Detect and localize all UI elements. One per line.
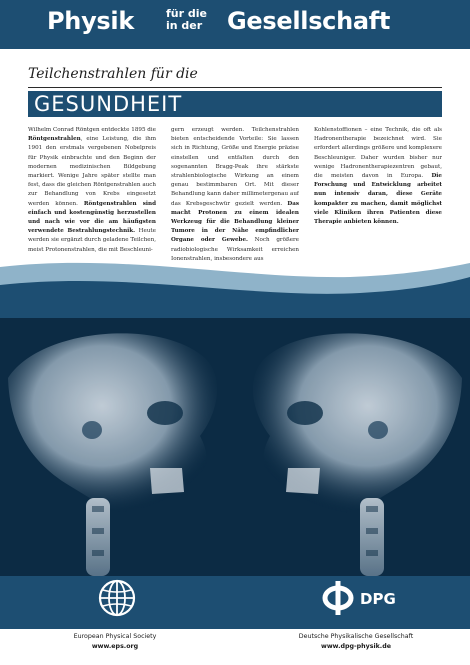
header-physik: Physik <box>47 7 134 35</box>
header-fuer-die: für die <box>166 7 207 20</box>
column-1-paragraph <box>28 126 156 255</box>
eps-name: European Physical Society <box>73 633 157 640</box>
column-2-paragraph <box>171 126 299 264</box>
xray-skull-image <box>0 318 470 576</box>
emphasis-text: Röntgenstrahlen sind einfach und kostengünstig herzustellen und nach wie vor die am häufigsten verwendete Bestrahlungstechnik. <box>28 200 156 235</box>
eps-url[interactable]: www.eps.org <box>91 643 139 650</box>
body-text: Noch größere radiobiologische Wirksamkeit erreichen Ionenstrahlen, insbesondere aus <box>171 237 299 262</box>
globe-icon <box>97 578 137 618</box>
dpg-url[interactable]: www.dpg-physik.de <box>321 643 391 650</box>
text-column-3 <box>314 126 442 271</box>
dpg-logo-text: DPG <box>360 590 396 608</box>
emphasis-text: Die Forschung und Entwicklung arbeitet nun intensiv daran, diese Geräte kompakter zu machen, damit möglichst viele Kliniken ihren Patienten diese Therapie anbieten können. <box>314 173 442 226</box>
header-in-der: in der <box>166 18 203 32</box>
body-text: Kohlenstoffionen – eine Technik, die oft als Hadronentherapie bezeichnet wird. Sie erfordert allerdings größere und komplexere Beschleuniger. Daher wurden bisher nur wenige Hadronentherapiezentren gebaut, die meisten davon in Europa. <box>314 127 442 180</box>
dpg-info <box>276 632 436 652</box>
article-subtitle: Teilchenstrahlen für die <box>28 66 198 82</box>
text-column-2 <box>171 126 299 271</box>
body-text: Heute werden sie ergänzt durch geladene Teilchen, meist Protonenstrahlen, die mit Beschleuni- <box>28 228 156 253</box>
column-3-paragraph <box>314 126 442 227</box>
header-gesellschaft: Gesellschaft <box>227 7 391 35</box>
emphasis-text: Das macht Protonen zu einem idealen Werkzeug für die Behandlung kleiner Tumore in der Nähe empfindlicher Organe oder Gewebe. <box>171 200 299 244</box>
article-body <box>28 126 442 271</box>
eps-info <box>40 632 190 652</box>
text-column-1 <box>28 126 156 271</box>
body-text: Wilhelm Conrad Röntgen entdeckte 1895 die <box>28 127 156 133</box>
emphasis-text: Röntgenstrahlen <box>28 136 81 143</box>
body-text: gern erzeugt werden. Teilchenstrahlen bieten entscheidende Vorteile: Sie lassen sich in Richtung, Größe und Energie präzise einstellen und entfalten durch den sogenannten Bragg-Peak ihre stärkste strahlenbiologische Wirkung an einem genau bestimmbaren Ort. Mit dieser Behandlung kann daher millimetergenau auf das Krebsgeschwür gezielt werden. <box>171 127 299 207</box>
article-title: GESUNDHEIT <box>34 92 183 116</box>
footer-band <box>0 576 470 629</box>
title-divider <box>28 87 442 88</box>
header-connector <box>166 8 207 31</box>
body-text: , eine Leistung, die ihm 1901 den erstmals vergebenen Nobelpreis für Physik einbrachte und den Beginn der modernen medizinischen Bildgebung markiert. Wenige Jahre später stellte man fest, dass die gleichen Röntgenstrahlen auch zur Behandlung von Krebs eingesetzt werden können. <box>28 136 156 207</box>
dpg-name: Deutsche Physikalische Gesellschaft <box>298 633 414 640</box>
phi-icon <box>318 578 358 618</box>
header-banner <box>0 0 470 49</box>
